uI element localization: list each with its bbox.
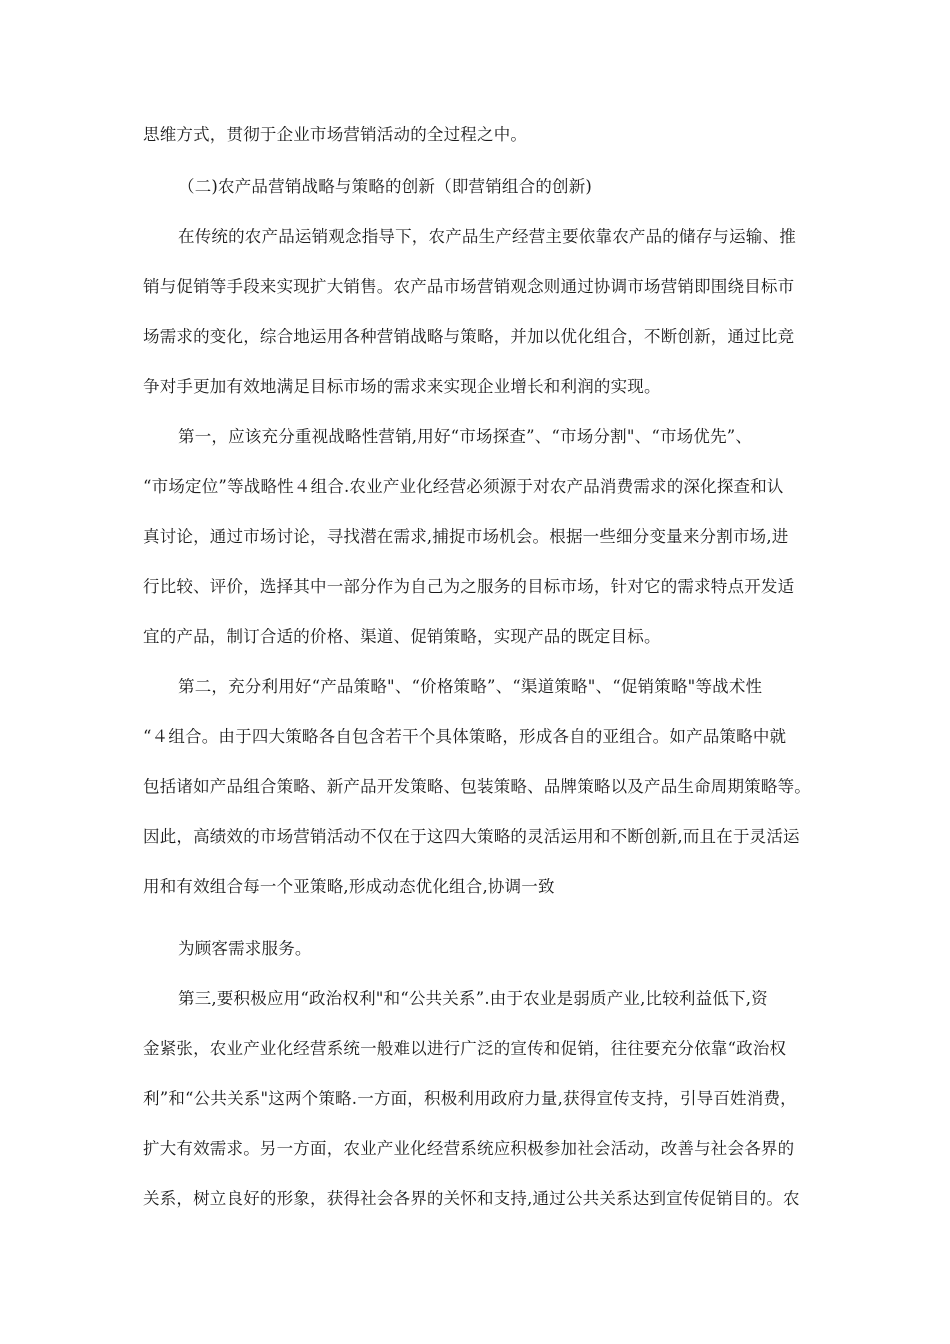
text-line: 争对手更加有效地满足目标市场的需求来实现企业增长和利润的实现。 <box>143 377 661 396</box>
text-line: 关系，树立良好的形象，获得社会各界的关怀和支持,通过公共关系达到宣传促销目的。农 <box>143 1189 800 1208</box>
text-line: 为顾客需求服务。 <box>178 939 312 958</box>
text-line: 第一，应该充分重视战略性营销,用好“市场探查”、“市场分割"、“市场优先”、 <box>178 427 753 446</box>
text-line: 场需求的变化，综合地运用各种营销战略与策略，并加以优化组合，不断创新，通过比竞 <box>143 327 795 346</box>
text-line: “市场定位”等战略性４组合.农业产业化经营必须源于对农产品消费需求的深化探查和认 <box>143 477 784 496</box>
text-line: 第二，充分利用好“产品策略"、“价格策略”、“渠道策略"、“促销策略"等战术性 <box>178 677 763 696</box>
text-line: 扩大有效需求。另一方面，农业产业化经营系统应积极参加社会活动，改善与社会各界的 <box>143 1139 795 1158</box>
text-line: 利”和“公共关系"这两个策略.一方面，积极利用政府力量,获得宣传支持，引导百姓消费， <box>143 1089 797 1108</box>
text-line: 在传统的农产品运销观念指导下，农产品生产经营主要依靠农产品的储存与运输、推 <box>178 227 796 246</box>
text-line: 行比较、评价，选择其中一部分作为自己为之服务的目标市场，针对它的需求特点开发适 <box>143 577 795 596</box>
text-line: 思维方式，贯彻于企业市场营销活动的全过程之中。 <box>143 125 528 144</box>
text-line: 第三,要积极应用“政治权利"和“公共关系”.由于农业是弱质产业,比较利益低下,资 <box>178 989 768 1008</box>
text-line: 金紧张，农业产业化经营系统一般难以进行广泛的宣传和促销，往往要充分依靠“政治权 <box>143 1039 787 1058</box>
text-line: 真讨论，通过市场讨论，寻找潜在需求,捕捉市场机会。根据一些细分变量来分割市场,进 <box>143 527 789 546</box>
text-line: 包括诸如产品组合策略、新产品开发策略、包装策略、品牌策略以及产品生命周期策略等。 <box>143 777 811 796</box>
text-line: “４组合。由于四大策略各自包含若干个具体策略，形成各自的亚组合。如产品策略中就 <box>143 727 787 746</box>
section-heading: （二)农产品营销战略与策略的创新（即营销组合的创新) <box>178 177 593 196</box>
text-line: 宜的产品，制订合适的价格、渠道、促销策略，实现产品的既定目标。 <box>143 627 661 646</box>
text-line: 销与促销等手段来实现扩大销售。农产品市场营销观念则通过协调市场营销即围绕目标市 <box>143 277 795 296</box>
text-line: 用和有效组合每一个亚策略,形成动态优化组合,协调一致 <box>143 877 555 896</box>
text-line: 因此，高绩效的市场营销活动不仅在于这四大策略的灵活运用和不断创新,而且在于灵活运 <box>143 827 800 846</box>
